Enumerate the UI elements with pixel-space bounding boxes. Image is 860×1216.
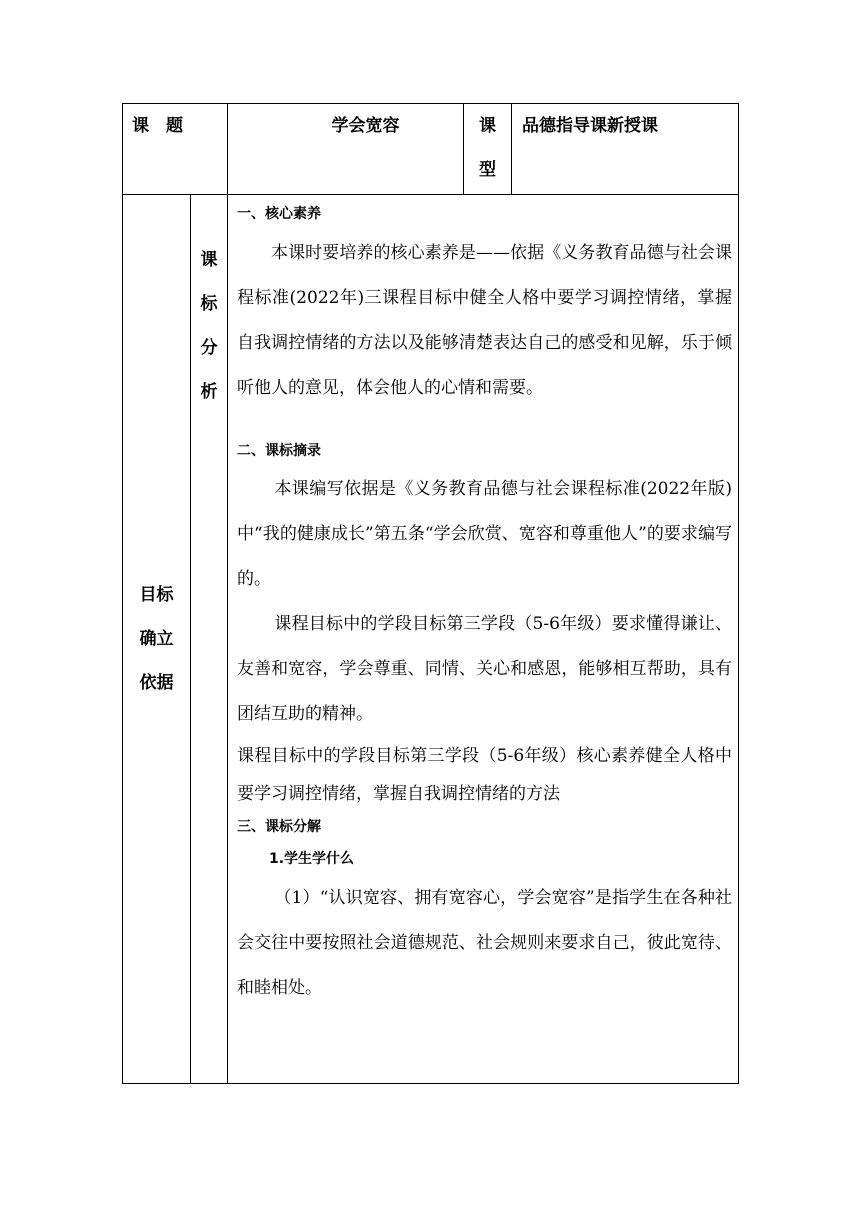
paragraph-standard-basis: 本课编写依据是《义务教育品德与社会课程标准(2022年版)中“我的健康成长”第五条“学会欣赏、宽容和尊重他人”的要求编写的。: [237, 479, 732, 589]
sub-label-char-2: 标: [200, 294, 218, 314]
body-row: [123, 195, 739, 1084]
section-label-line-1: 目标: [139, 585, 174, 605]
section-label-line-2: 确立: [139, 629, 174, 649]
topic-value-cell: [228, 104, 464, 195]
heading-standard-breakdown: 三、课标分解: [237, 819, 321, 835]
topic-label-char-2: 题: [166, 116, 183, 136]
type-value-cell: [512, 104, 739, 195]
content-cell: [228, 195, 739, 1084]
paragraph-core-literacy: 本课时要培养的核心素养是——依据《义务教育品德与社会课程标准(2022年)三课程目标中健全人格中要学习调控情绪，掌握自我调控情绪的方法以及能够清楚表达自己的感受和见解，乐于倾听他人的意见，体会他人的心情和需要。: [237, 243, 732, 398]
paragraph-stage-core-literacy: 课程目标中的学段目标第三学段（5-6年级）核心素养健全人格中要学习调控情绪，掌握自我调控情绪的方法: [237, 746, 732, 804]
paragraph-stage-goal: 课程目标中的学段目标第三学段（5-6年级）要求懂得谦让、友善和宽容，学会尊重、同情、关心和感恩，能够相互帮助，具有团结互助的精神。: [237, 614, 732, 724]
sub-label-char-3: 分: [200, 338, 218, 358]
topic-label-cell: [123, 104, 228, 195]
sub-label-cell: [191, 195, 228, 1084]
sub-label-char-4: 析: [200, 382, 218, 402]
header-row: [123, 104, 739, 195]
lesson-plan-table: [122, 103, 739, 1084]
type-label-char-1: 课: [479, 116, 496, 136]
sub-label-char-1: 课: [200, 250, 218, 270]
paragraph-tolerance-definition: （1）“认识宽容、拥有宽容心，学会宽容”是指学生在各种社会交往中要按照社会道德规范、社会规则来要求自己，彼此宽待、和睦相处。: [237, 888, 732, 998]
section-label-cell: [123, 195, 191, 1084]
type-value: 品德指导课新授课: [522, 116, 658, 136]
topic-value: 学会宽容: [331, 116, 400, 136]
heading-what-students-learn: 1.学生学什么: [269, 851, 355, 867]
type-label-char-2: 型: [479, 160, 496, 180]
heading-standard-excerpt: 二、课标摘录: [237, 443, 321, 459]
heading-core-literacy: 一、核心素养: [237, 206, 321, 222]
topic-label-char-1: 课: [132, 116, 149, 136]
type-label-cell: [464, 104, 512, 195]
spacer: [237, 411, 732, 435]
section-label-line-3: 依据: [139, 673, 174, 693]
